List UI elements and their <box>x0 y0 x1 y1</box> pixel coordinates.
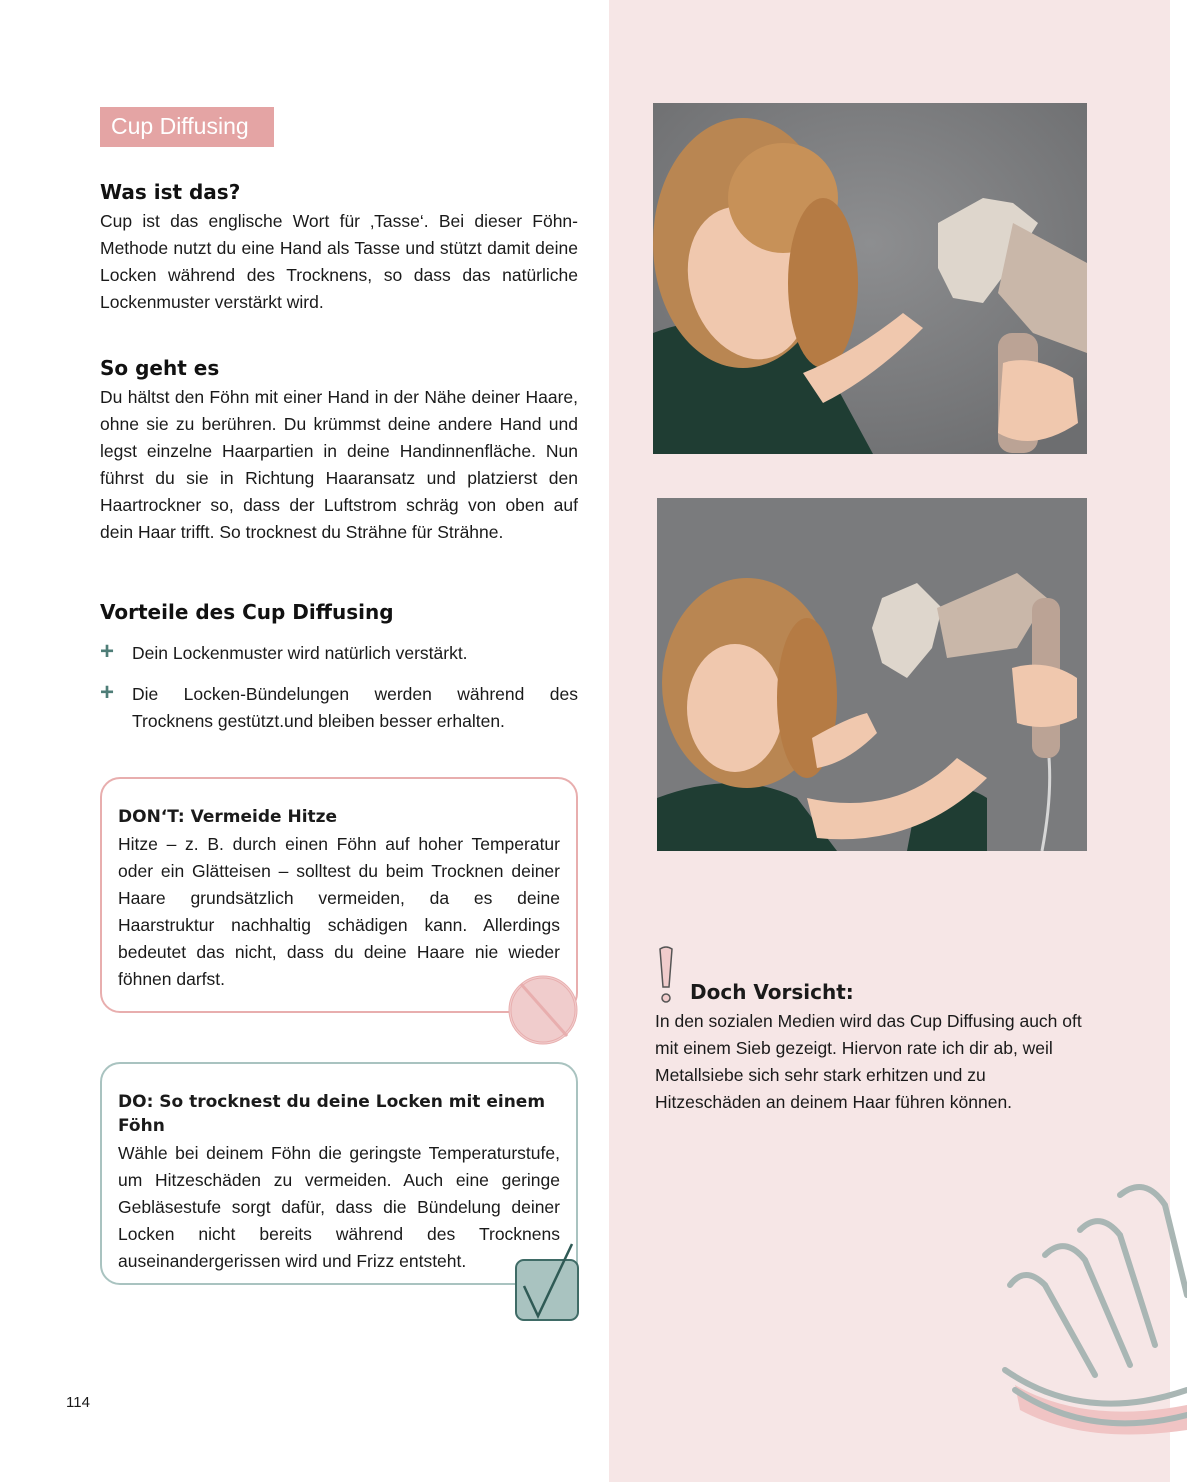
caution-heading: Doch Vorsicht: <box>690 980 854 1004</box>
page-number: 114 <box>66 1394 90 1411</box>
heading-advantages: Vorteile des Cup Diffusing <box>100 600 394 624</box>
paragraph-what: Cup ist das englische Wort für ‚Tasse‘. Bei dieser Föhn-Methode nutzt du eine Hand als Tasse und stützt damit deine Locken während des Trocknens, so dass das natürliche Lockenmuster verstärkt wird. <box>100 211 578 312</box>
exclamation-icon <box>656 945 676 1005</box>
advantages-list <box>100 640 578 749</box>
dont-text: Hitze – z. B. durch einen Föhn auf hoher Temperatur oder ein Glätteisen – solltest du beim Trocknen deiner Haare grundsätzlich vermeiden, da es deine Haarstruktur nachhaltig schädigen kann. Allerdings bedeutet das nicht, dass du deine Haare nie wieder föhnen darfst. <box>118 834 560 989</box>
do-text: Wähle bei deinem Föhn die geringste Temperaturstufe, um Hitzeschäden zu vermeiden. Auch eine geringe Gebläsestufe sorgt dafür, dass die Bündelung deiner Locken nicht bereits während des Trocknens auseinandergerissen wird und Frizz entsteht. <box>118 1143 560 1271</box>
dont-title: DON‘T: Vermeide Hitze <box>118 807 338 827</box>
heading-how: So geht es <box>100 356 220 380</box>
no-sign-icon <box>505 974 581 1046</box>
do-title: DO: So trocknest du deine Locken mit einem Föhn <box>118 1092 546 1136</box>
section-tag: Cup Diffusing <box>100 107 274 147</box>
do-box <box>100 1062 578 1285</box>
photo-cup-diffusing-2 <box>657 498 1087 851</box>
list-item: + Dein Lockenmuster wird natürlich verstärkt. <box>100 638 468 665</box>
list-item: + Die Locken-Bündelungen werden während des Trocknens gestützt.und bleiben besser erhalten. <box>100 679 578 731</box>
checkmark-icon <box>510 1240 582 1324</box>
plus-icon: + <box>100 638 115 665</box>
paragraph-how: Du hältst den Föhn mit einer Hand in der Nähe deiner Haare, ohne sie zu berühren. Du krümmst deine andere Hand und legst einzelne Haarpartien in deine Handinnenfläche. Nun führst du sie in Richtung Haaransatz und platzierst den Haartrockner so, dass der Luftstrom schräg von oben auf dein Haar trifft. So trocknest du Strähne für Strähne. <box>100 387 578 542</box>
photo-cup-diffusing-1 <box>653 103 1087 454</box>
heading-what: Was ist das? <box>100 180 241 204</box>
hand-cup-illustration <box>995 1175 1187 1435</box>
caution-text: In den sozialen Medien wird das Cup Diffusing auch oft mit einem Sieb gezeigt. Hiervon rate ich dir ab, weil Metallsiebe sich sehr stark erhitzen und zu Hitzeschäden an deinem Haar führen können. <box>655 1011 1082 1112</box>
plus-icon: + <box>100 679 115 706</box>
